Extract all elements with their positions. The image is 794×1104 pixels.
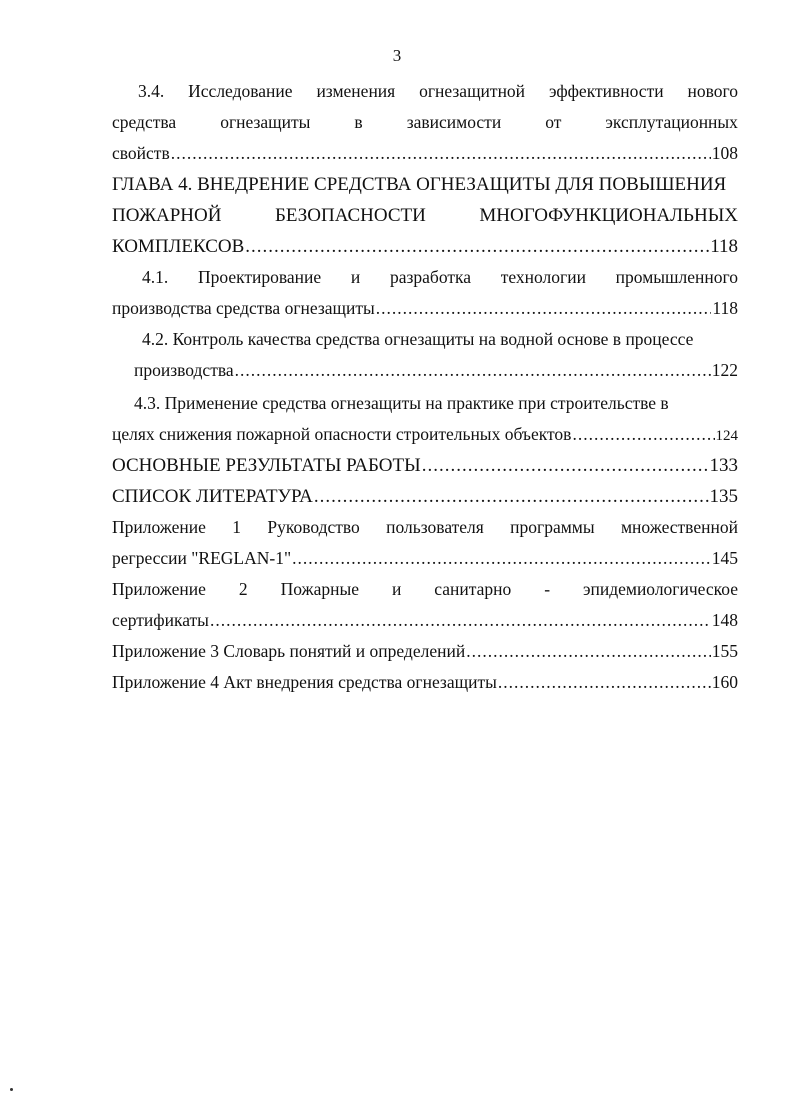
toc-word: эксплутационных bbox=[605, 112, 738, 132]
toc-word: эпидемиологическое bbox=[582, 579, 738, 599]
toc-word: БЕЗОПАСНОСТИ bbox=[274, 205, 426, 226]
dot-leader bbox=[210, 605, 711, 636]
dot-leader bbox=[235, 355, 711, 386]
toc-word: Руководство bbox=[267, 517, 360, 537]
toc-entry-text: СПИСОК ЛИТЕРАТУРА bbox=[112, 486, 313, 507]
toc-word: и bbox=[350, 267, 361, 287]
toc-word: 4.1. bbox=[142, 267, 169, 287]
toc-entry-appendix-4 bbox=[112, 667, 738, 698]
toc-word: - bbox=[544, 579, 551, 599]
toc-entry-4-3-line-1: 4.3. Применение средства огнезащиты на практике при строительстве в bbox=[134, 393, 669, 413]
toc-word: эффективности bbox=[548, 81, 664, 101]
dot-leader bbox=[314, 481, 709, 512]
toc-entry-text: Приложение 4 Акт внедрения средства огнезащиты bbox=[112, 672, 497, 692]
toc-word: средства bbox=[112, 112, 177, 132]
toc-word: в bbox=[354, 112, 363, 132]
dot-leader bbox=[422, 450, 709, 481]
toc-entry-4-2-line-1: 4.2. Контроль качества средства огнезащиты на водной основе в процессе bbox=[142, 329, 694, 349]
toc-word: множественной bbox=[620, 517, 738, 537]
dot-leader bbox=[498, 667, 711, 698]
toc-entry-appendix-3 bbox=[112, 636, 738, 667]
toc-word: Проектирование bbox=[197, 267, 322, 287]
toc-page-number: 148 bbox=[711, 610, 738, 630]
toc-entry-text: ОСНОВНЫЕ РЕЗУЛЬТАТЫ РАБОТЫ bbox=[112, 455, 421, 476]
toc-word: Пожарные bbox=[280, 579, 360, 599]
toc-word: зависимости bbox=[406, 112, 502, 132]
toc-entry-4-1-line-2 bbox=[112, 293, 738, 324]
dot-leader bbox=[376, 293, 712, 324]
toc-word: пользователя bbox=[386, 517, 484, 537]
toc-entry-4-1-line-1 bbox=[112, 262, 738, 293]
toc-entry-text: целях снижения пожарной опасности строительных объектов bbox=[112, 424, 572, 444]
toc-entry-appendix-1-line-1 bbox=[112, 512, 738, 543]
page-number: 3 bbox=[392, 46, 402, 65]
dot-leader bbox=[171, 138, 711, 169]
toc-page-number: 124 bbox=[715, 428, 738, 444]
dot-leader bbox=[572, 419, 714, 450]
toc-word: технологии bbox=[500, 267, 586, 287]
toc-entry-appendix-2-line-2 bbox=[112, 605, 738, 636]
toc-word: МНОГОФУНКЦИОНАЛЬНЫХ bbox=[479, 205, 738, 226]
toc-word: изменения bbox=[316, 81, 396, 101]
toc-page-number: 108 bbox=[711, 143, 738, 163]
toc-entry-text: регрессии "REGLAN-1" bbox=[112, 548, 292, 568]
toc-entry-appendix-2-line-1 bbox=[112, 574, 738, 605]
toc-page-number: 145 bbox=[711, 548, 738, 568]
toc-page-number: 118 bbox=[710, 236, 738, 257]
toc-word: Исследование bbox=[188, 81, 293, 101]
toc-page-number: 118 bbox=[712, 298, 738, 318]
toc-entry-3-4-line-3 bbox=[112, 138, 738, 169]
toc-entry-text: КОМПЛЕКСОВ bbox=[112, 236, 245, 257]
toc-word: огнезащитной bbox=[419, 81, 526, 101]
dot-leader bbox=[245, 231, 709, 262]
dot-leader bbox=[292, 543, 711, 574]
toc-word: и bbox=[391, 579, 402, 599]
toc-entry-4-3-line-2 bbox=[112, 419, 738, 450]
toc-chapter-4-line-3 bbox=[112, 231, 738, 262]
toc-entry-text: производства bbox=[134, 360, 234, 380]
toc-entry-text: Приложение 3 Словарь понятий и определений bbox=[112, 641, 466, 661]
toc-word: санитарно bbox=[434, 579, 512, 599]
toc-page-number: 160 bbox=[711, 672, 738, 692]
table-of-contents bbox=[112, 76, 738, 698]
toc-word: огнезащиты bbox=[220, 112, 311, 132]
toc-word: 2 bbox=[238, 579, 248, 599]
toc-entry-4-2-line-2 bbox=[112, 355, 738, 386]
toc-word: программы bbox=[510, 517, 595, 537]
toc-chapter-4-line-2 bbox=[112, 200, 738, 231]
toc-page-number: 155 bbox=[711, 641, 738, 661]
toc-entry-main-results bbox=[112, 450, 738, 481]
toc-word: от bbox=[545, 112, 562, 132]
toc-entry-appendix-1-line-2 bbox=[112, 543, 738, 574]
toc-word: промышленного bbox=[615, 267, 738, 287]
toc-page-number: 133 bbox=[709, 455, 738, 476]
toc-word: ПОЖАРНОЙ bbox=[112, 205, 222, 226]
toc-entry-3-4-line-2 bbox=[112, 107, 738, 138]
toc-chapter-4-line-1: ГЛАВА 4. ВНЕДРЕНИЕ СРЕДСТВА ОГНЕЗАЩИТЫ ДЛЯ ПОВЫШЕНИЯ bbox=[112, 174, 727, 195]
toc-word: Приложение bbox=[112, 579, 206, 599]
toc-word: 3.4. bbox=[138, 81, 165, 101]
toc-entry-text: сертификаты bbox=[112, 610, 209, 630]
toc-word: Приложение bbox=[112, 517, 206, 537]
toc-entry-literature bbox=[112, 481, 738, 512]
toc-entry-3-4-line-1 bbox=[112, 76, 738, 107]
scan-speck bbox=[10, 1088, 13, 1091]
toc-page-number: 122 bbox=[711, 360, 738, 380]
toc-word: разработка bbox=[389, 267, 472, 287]
toc-entry-text: производства средства огнезащиты bbox=[112, 298, 375, 318]
toc-entry-text: свойств bbox=[112, 143, 170, 163]
dot-leader bbox=[466, 636, 711, 667]
toc-word: 1 bbox=[232, 517, 242, 537]
toc-word: нового bbox=[687, 81, 738, 101]
toc-page-number: 135 bbox=[709, 486, 738, 507]
